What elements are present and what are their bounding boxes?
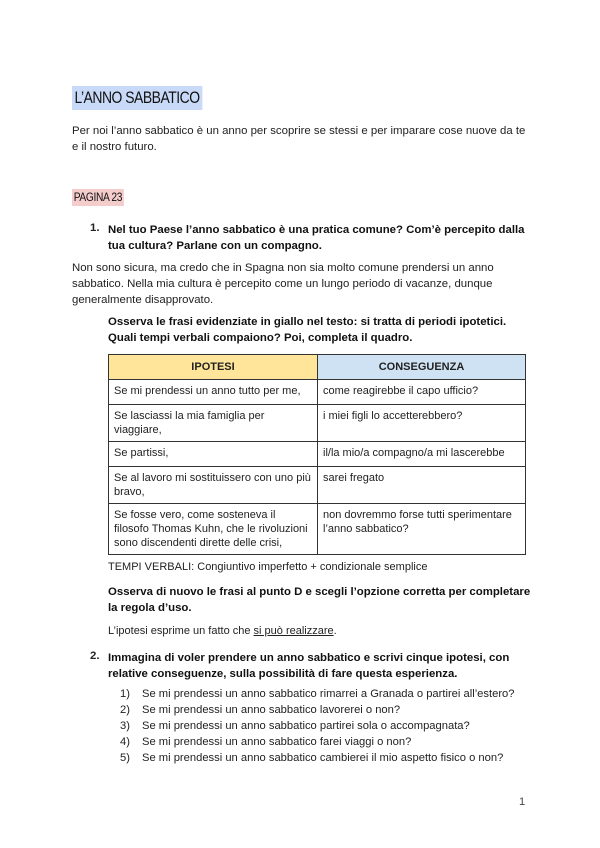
header-ipotesi: IPOTESI <box>109 355 318 380</box>
table-row <box>109 405 526 442</box>
conseguenza-cell: sarei fregato <box>318 467 526 504</box>
conseguenza-cell: come reagirebbe il capo ufficio? <box>318 380 526 405</box>
table-row <box>109 504 526 555</box>
list-item: 5) Se mi prendessi un anno sabbatico cambierei il mio aspetto fisico o non? <box>120 752 504 764</box>
page-number: 1 <box>519 796 526 808</box>
rule-choice[interactable]: si può realizzare <box>253 625 334 637</box>
table-row <box>109 442 526 467</box>
conseguenza-cell: il/la mio/a compagno/a mi lascerebbe <box>318 442 526 467</box>
rule-suffix: . <box>333 625 337 637</box>
question-1-text: Nel tuo Paese l’anno sabbatico è una pratica comune? Com’è percepito dalla tua cultura? Parlane con un compagno. <box>108 224 525 252</box>
ipotesi-cell: Se mi prendessi un anno tutto per me, <box>109 380 318 405</box>
ipotesi-cell: Se lasciassi la mia famiglia per viaggiare, <box>109 405 318 442</box>
ipotesi-cell: Se fosse vero, come sosteneva il filosofo Thomas Kuhn, che le rivoluzioni sono discendenti dirette delle crisi, <box>109 504 318 555</box>
table-row <box>109 380 526 405</box>
usage-rule <box>108 623 337 639</box>
exercise-d-instruction: Osserva le frasi evidenziate in giallo nel testo: si tratta di periodi ipotetici. Quali tempi verbali compaiono? Poi, completa il quadro. <box>108 316 507 344</box>
table-row <box>109 467 526 504</box>
list-item: 1) Se mi prendessi un anno sabbatico rimarrei a Granada o partirei all’estero? <box>120 688 515 700</box>
hypotheses-list <box>120 686 515 766</box>
question-1-number: 1. <box>90 222 100 234</box>
question-2-number: 2. <box>90 650 100 662</box>
conseguenza-cell: i miei figli lo accetterebbero? <box>318 405 526 442</box>
rule-prefix: L’ipotesi esprime un fatto che <box>108 625 254 637</box>
question-2-text: Immagina di voler prendere un anno sabbatico e scrivi cinque ipotesi, con relative conseguenze, sulla possibilità di fare questa esperienza. <box>108 652 510 680</box>
header-conseguenza: CONSEGUENZA <box>318 355 526 380</box>
section-heading: PAGINA 23 <box>73 190 123 204</box>
list-item: 2) Se mi prendessi un anno sabbatico lavorerei o non? <box>120 704 401 716</box>
document-title: L’ANNO SABBATICO <box>72 86 202 110</box>
list-item: 4) Se mi prendessi un anno sabbatico farei viaggi o non? <box>120 736 412 748</box>
hypothesis-table <box>108 354 526 555</box>
question-1-answer: Non sono sicura, ma credo che in Spagna non sia molto comune prendersi un anno sabbatico. Nella mia cultura è percepito come un lungo periodo di vacanze, dunque generalmente disapprovato. <box>72 262 494 306</box>
list-item: 3) Se mi prendessi un anno sabbatico partirei sola o accompagnata? <box>120 720 470 732</box>
ipotesi-cell: Se al lavoro mi sostituissero con uno più bravo, <box>109 467 318 504</box>
tempi-verbali: TEMPI VERBALI: Congiuntivo imperfetto + condizionale semplice <box>108 561 428 573</box>
ipotesi-cell: Se partissi, <box>109 442 318 467</box>
exercise-e-instruction: Osserva di nuovo le frasi al punto D e scegli l’opzione corretta per completare la regola d’uso. <box>108 586 531 614</box>
intro-paragraph: Per noi l’anno sabbatico è un anno per scoprire se stessi e per imparare cose nuove da te e il nostro futuro. <box>72 125 526 153</box>
conseguenza-cell: non dovremmo forse tutti sperimentare l’anno sabbatico? <box>318 504 526 555</box>
